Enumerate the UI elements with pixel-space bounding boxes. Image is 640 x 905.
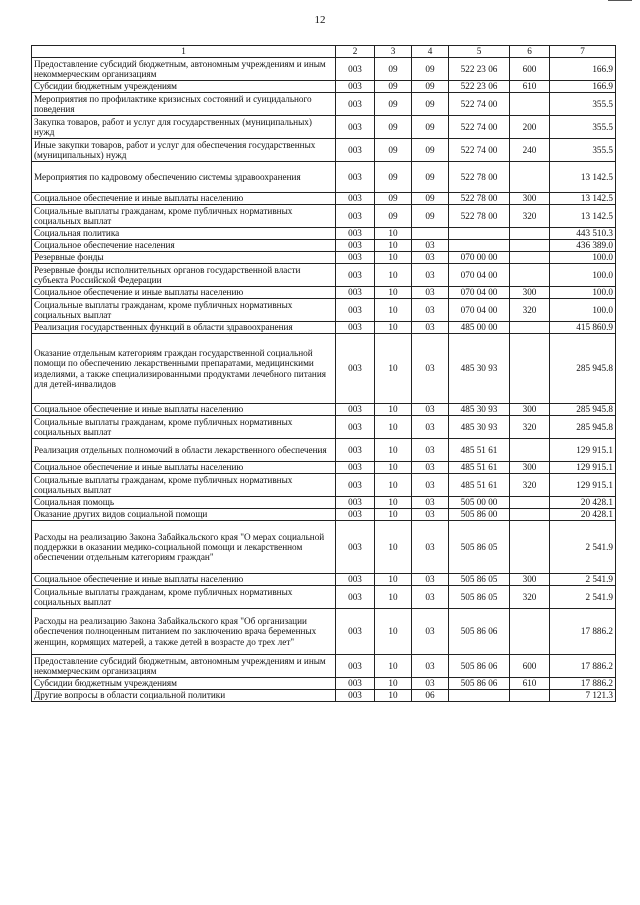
expense-type-code: 300 bbox=[510, 287, 550, 299]
expense-type-code bbox=[510, 93, 550, 116]
table-row bbox=[32, 497, 616, 509]
amount: 355.5 bbox=[550, 93, 616, 116]
expense-type-code: 300 bbox=[510, 574, 550, 586]
target-article-code: 505 86 06 bbox=[449, 609, 510, 655]
chapter-code: 003 bbox=[336, 509, 375, 521]
table-row bbox=[32, 322, 616, 334]
section-code: 10 bbox=[375, 690, 412, 702]
section-code: 10 bbox=[375, 404, 412, 416]
subsection-code: 03 bbox=[412, 299, 449, 322]
target-article-code: 485 51 61 bbox=[449, 474, 510, 497]
chapter-code: 003 bbox=[336, 521, 375, 574]
column-header: 3 bbox=[375, 46, 412, 58]
expense-type-code bbox=[510, 509, 550, 521]
item-name: Субсидии бюджетным учреждениям bbox=[32, 81, 336, 93]
section-code: 10 bbox=[375, 586, 412, 609]
amount: 13 142.5 bbox=[550, 193, 616, 205]
expense-type-code bbox=[510, 252, 550, 264]
amount: 285 945.8 bbox=[550, 334, 616, 404]
target-article-code: 505 86 00 bbox=[449, 509, 510, 521]
table-row bbox=[32, 334, 616, 404]
section-code: 10 bbox=[375, 228, 412, 240]
item-name: Резервные фонды bbox=[32, 252, 336, 264]
target-article-code bbox=[449, 228, 510, 240]
expense-type-code bbox=[510, 162, 550, 193]
table-row bbox=[32, 521, 616, 574]
expense-type-code: 200 bbox=[510, 116, 550, 139]
section-code: 09 bbox=[375, 193, 412, 205]
chapter-code: 003 bbox=[336, 264, 375, 287]
item-name: Мероприятия по профилактике кризисных состояний и суицидального поведения bbox=[32, 93, 336, 116]
section-code: 09 bbox=[375, 116, 412, 139]
top-edge-mark bbox=[608, 0, 632, 1]
subsection-code: 03 bbox=[412, 609, 449, 655]
expense-type-code bbox=[510, 334, 550, 404]
amount: 166.9 bbox=[550, 81, 616, 93]
chapter-code: 003 bbox=[336, 474, 375, 497]
table-row bbox=[32, 205, 616, 228]
table-row bbox=[32, 586, 616, 609]
table-row bbox=[32, 93, 616, 116]
chapter-code: 003 bbox=[336, 252, 375, 264]
table-row bbox=[32, 690, 616, 702]
amount: 285 945.8 bbox=[550, 404, 616, 416]
amount: 13 142.5 bbox=[550, 162, 616, 193]
target-article-code: 070 04 00 bbox=[449, 264, 510, 287]
section-code: 10 bbox=[375, 287, 412, 299]
expense-type-code: 300 bbox=[510, 404, 550, 416]
amount: 13 142.5 bbox=[550, 205, 616, 228]
expense-type-code bbox=[510, 240, 550, 252]
target-article-code: 070 04 00 bbox=[449, 287, 510, 299]
item-name: Социальное обеспечение населения bbox=[32, 240, 336, 252]
subsection-code: 09 bbox=[412, 139, 449, 162]
chapter-code: 003 bbox=[336, 334, 375, 404]
amount: 2 541.9 bbox=[550, 586, 616, 609]
item-name: Мероприятия по кадровому обеспечению системы здравоохранения bbox=[32, 162, 336, 193]
chapter-code: 003 bbox=[336, 240, 375, 252]
subsection-code: 03 bbox=[412, 509, 449, 521]
chapter-code: 003 bbox=[336, 497, 375, 509]
subsection-code: 03 bbox=[412, 474, 449, 497]
target-article-code: 485 00 00 bbox=[449, 322, 510, 334]
subsection-code: 06 bbox=[412, 690, 449, 702]
expense-type-code: 320 bbox=[510, 416, 550, 439]
amount: 443 510.3 bbox=[550, 228, 616, 240]
chapter-code: 003 bbox=[336, 462, 375, 474]
table-row bbox=[32, 609, 616, 655]
expense-type-code bbox=[510, 439, 550, 462]
subsection-code: 09 bbox=[412, 58, 449, 81]
expense-type-code: 300 bbox=[510, 193, 550, 205]
target-article-code: 522 74 00 bbox=[449, 93, 510, 116]
subsection-code: 09 bbox=[412, 193, 449, 205]
expense-type-code: 240 bbox=[510, 139, 550, 162]
item-name: Предоставление субсидий бюджетным, автономным учреждениям и иным некоммерческим организациям bbox=[32, 58, 336, 81]
section-code: 10 bbox=[375, 521, 412, 574]
section-code: 10 bbox=[375, 497, 412, 509]
subsection-code: 03 bbox=[412, 416, 449, 439]
target-article-code: 070 00 00 bbox=[449, 252, 510, 264]
target-article-code: 070 04 00 bbox=[449, 299, 510, 322]
section-code: 10 bbox=[375, 439, 412, 462]
target-article-code bbox=[449, 690, 510, 702]
target-article-code: 522 78 00 bbox=[449, 193, 510, 205]
expense-type-code bbox=[510, 497, 550, 509]
amount: 129 915.1 bbox=[550, 439, 616, 462]
table-row bbox=[32, 678, 616, 690]
chapter-code: 003 bbox=[336, 299, 375, 322]
item-name: Социальное обеспечение и иные выплаты населению bbox=[32, 462, 336, 474]
target-article-code: 505 86 05 bbox=[449, 574, 510, 586]
amount: 17 886.2 bbox=[550, 678, 616, 690]
subsection-code bbox=[412, 228, 449, 240]
budget-table bbox=[31, 45, 616, 702]
subsection-code: 03 bbox=[412, 678, 449, 690]
subsection-code: 03 bbox=[412, 252, 449, 264]
chapter-code: 003 bbox=[336, 81, 375, 93]
column-header: 2 bbox=[336, 46, 375, 58]
chapter-code: 003 bbox=[336, 193, 375, 205]
section-code: 10 bbox=[375, 678, 412, 690]
section-code: 10 bbox=[375, 322, 412, 334]
amount: 17 886.2 bbox=[550, 609, 616, 655]
item-name: Оказание других видов социальной помощи bbox=[32, 509, 336, 521]
target-article-code: 485 51 61 bbox=[449, 462, 510, 474]
target-article-code: 522 23 06 bbox=[449, 58, 510, 81]
subsection-code: 09 bbox=[412, 162, 449, 193]
table-row bbox=[32, 139, 616, 162]
amount: 166.9 bbox=[550, 58, 616, 81]
subsection-code: 03 bbox=[412, 404, 449, 416]
section-code: 09 bbox=[375, 162, 412, 193]
item-name: Иные закупки товаров, работ и услуг для обеспечения государственных (муниципальных) нужд bbox=[32, 139, 336, 162]
amount: 100.0 bbox=[550, 264, 616, 287]
chapter-code: 003 bbox=[336, 287, 375, 299]
amount: 285 945.8 bbox=[550, 416, 616, 439]
section-code: 09 bbox=[375, 81, 412, 93]
item-name: Оказание отдельным категориям граждан государственной социальной помощи по обеспечению лекарственными препаратами, медицинскими изделиями, а также специализированными продуктами лечебного питания для детей-инвалидов bbox=[32, 334, 336, 404]
chapter-code: 003 bbox=[336, 609, 375, 655]
amount: 436 389.0 bbox=[550, 240, 616, 252]
section-code: 10 bbox=[375, 609, 412, 655]
table-row bbox=[32, 287, 616, 299]
item-name: Реализация отдельных полномочий в области лекарственного обеспечения bbox=[32, 439, 336, 462]
expense-type-code: 610 bbox=[510, 81, 550, 93]
column-header: 6 bbox=[510, 46, 550, 58]
chapter-code: 003 bbox=[336, 439, 375, 462]
section-code: 09 bbox=[375, 58, 412, 81]
page-number: 12 bbox=[314, 14, 326, 26]
target-article-code: 505 86 06 bbox=[449, 655, 510, 678]
subsection-code: 03 bbox=[412, 521, 449, 574]
section-code: 10 bbox=[375, 462, 412, 474]
table-row bbox=[32, 462, 616, 474]
subsection-code: 03 bbox=[412, 497, 449, 509]
table-row bbox=[32, 228, 616, 240]
item-name: Закупка товаров, работ и услуг для государственных (муниципальных) нужд bbox=[32, 116, 336, 139]
chapter-code: 003 bbox=[336, 93, 375, 116]
subsection-code: 03 bbox=[412, 462, 449, 474]
chapter-code: 003 bbox=[336, 228, 375, 240]
chapter-code: 003 bbox=[336, 139, 375, 162]
amount: 355.5 bbox=[550, 116, 616, 139]
expense-type-code bbox=[510, 690, 550, 702]
target-article-code: 505 86 05 bbox=[449, 586, 510, 609]
amount: 100.0 bbox=[550, 287, 616, 299]
item-name: Социальные выплаты гражданам, кроме публичных нормативных социальных выплат bbox=[32, 586, 336, 609]
target-article-code: 522 78 00 bbox=[449, 162, 510, 193]
table-row bbox=[32, 240, 616, 252]
item-name: Социальные выплаты гражданам, кроме публичных нормативных социальных выплат bbox=[32, 299, 336, 322]
table-row bbox=[32, 574, 616, 586]
target-article-code: 485 30 93 bbox=[449, 334, 510, 404]
amount: 129 915.1 bbox=[550, 462, 616, 474]
target-article-code: 505 86 06 bbox=[449, 678, 510, 690]
item-name: Резервные фонды исполнительных органов государственной власти субъекта Российской Федерации bbox=[32, 264, 336, 287]
target-article-code: 522 74 00 bbox=[449, 139, 510, 162]
chapter-code: 003 bbox=[336, 416, 375, 439]
target-article-code: 485 30 93 bbox=[449, 416, 510, 439]
chapter-code: 003 bbox=[336, 586, 375, 609]
expense-type-code: 600 bbox=[510, 58, 550, 81]
target-article-code: 522 78 00 bbox=[449, 205, 510, 228]
target-article-code: 522 23 06 bbox=[449, 81, 510, 93]
chapter-code: 003 bbox=[336, 162, 375, 193]
expense-type-code: 300 bbox=[510, 462, 550, 474]
item-name: Социальное обеспечение и иные выплаты населению bbox=[32, 404, 336, 416]
table-row bbox=[32, 252, 616, 264]
section-code: 10 bbox=[375, 574, 412, 586]
expense-type-code: 320 bbox=[510, 299, 550, 322]
amount: 17 886.2 bbox=[550, 655, 616, 678]
item-name: Социальные выплаты гражданам, кроме публичных нормативных социальных выплат bbox=[32, 205, 336, 228]
expense-type-code: 320 bbox=[510, 474, 550, 497]
item-name: Социальное обеспечение и иные выплаты населению bbox=[32, 287, 336, 299]
column-header: 5 bbox=[449, 46, 510, 58]
subsection-code: 09 bbox=[412, 205, 449, 228]
table-row bbox=[32, 416, 616, 439]
subsection-code: 03 bbox=[412, 240, 449, 252]
column-header: 1 bbox=[32, 46, 336, 58]
expense-type-code bbox=[510, 322, 550, 334]
target-article-code: 505 86 05 bbox=[449, 521, 510, 574]
subsection-code: 03 bbox=[412, 322, 449, 334]
expense-type-code: 610 bbox=[510, 678, 550, 690]
amount: 20 428.1 bbox=[550, 509, 616, 521]
table-row bbox=[32, 439, 616, 462]
section-code: 10 bbox=[375, 655, 412, 678]
item-name: Другие вопросы в области социальной политики bbox=[32, 690, 336, 702]
chapter-code: 003 bbox=[336, 116, 375, 139]
target-article-code: 485 51 61 bbox=[449, 439, 510, 462]
column-header: 4 bbox=[412, 46, 449, 58]
section-code: 09 bbox=[375, 205, 412, 228]
table-row bbox=[32, 404, 616, 416]
item-name: Предоставление субсидий бюджетным, автономным учреждениям и иным некоммерческим организациям bbox=[32, 655, 336, 678]
section-code: 09 bbox=[375, 93, 412, 116]
expense-type-code bbox=[510, 228, 550, 240]
item-name: Социальная политика bbox=[32, 228, 336, 240]
table-row bbox=[32, 162, 616, 193]
item-name: Расходы на реализацию Закона Забайкальского края "Об организации обеспечения полноценным питанием по заключению врача беременных женщин, кормящих матерей, а также детей в возрасте до трех лет" bbox=[32, 609, 336, 655]
chapter-code: 003 bbox=[336, 574, 375, 586]
item-name: Социальная помощь bbox=[32, 497, 336, 509]
subsection-code: 09 bbox=[412, 93, 449, 116]
target-article-code: 485 30 93 bbox=[449, 404, 510, 416]
section-code: 10 bbox=[375, 474, 412, 497]
chapter-code: 003 bbox=[336, 404, 375, 416]
chapter-code: 003 bbox=[336, 690, 375, 702]
table-row bbox=[32, 81, 616, 93]
expense-type-code: 600 bbox=[510, 655, 550, 678]
subsection-code: 09 bbox=[412, 81, 449, 93]
table-row bbox=[32, 299, 616, 322]
column-header: 7 bbox=[550, 46, 616, 58]
section-code: 10 bbox=[375, 416, 412, 439]
amount: 2 541.9 bbox=[550, 574, 616, 586]
chapter-code: 003 bbox=[336, 58, 375, 81]
section-code: 09 bbox=[375, 139, 412, 162]
item-name: Реализация государственных функций в области здравоохранения bbox=[32, 322, 336, 334]
target-article-code bbox=[449, 240, 510, 252]
table-row bbox=[32, 58, 616, 81]
chapter-code: 003 bbox=[336, 655, 375, 678]
target-article-code: 522 74 00 bbox=[449, 116, 510, 139]
subsection-code: 03 bbox=[412, 439, 449, 462]
amount: 129 915.1 bbox=[550, 474, 616, 497]
table-row bbox=[32, 474, 616, 497]
item-name: Расходы на реализацию Закона Забайкальского края "О мерах социальной поддержки в оказании медико-социальной помощи и лекарственном обеспечении отдельным категориям граждан" bbox=[32, 521, 336, 574]
amount: 20 428.1 bbox=[550, 497, 616, 509]
section-code: 10 bbox=[375, 299, 412, 322]
table-header-row bbox=[32, 46, 616, 58]
subsection-code: 03 bbox=[412, 264, 449, 287]
expense-type-code bbox=[510, 521, 550, 574]
amount: 7 121.3 bbox=[550, 690, 616, 702]
section-code: 10 bbox=[375, 240, 412, 252]
subsection-code: 09 bbox=[412, 116, 449, 139]
table-row bbox=[32, 116, 616, 139]
chapter-code: 003 bbox=[336, 205, 375, 228]
expense-type-code: 320 bbox=[510, 586, 550, 609]
expense-type-code: 320 bbox=[510, 205, 550, 228]
table-row bbox=[32, 264, 616, 287]
subsection-code: 03 bbox=[412, 334, 449, 404]
target-article-code: 505 00 00 bbox=[449, 497, 510, 509]
item-name: Социальные выплаты гражданам, кроме публичных нормативных социальных выплат bbox=[32, 416, 336, 439]
subsection-code: 03 bbox=[412, 287, 449, 299]
table-row bbox=[32, 193, 616, 205]
table-row bbox=[32, 655, 616, 678]
subsection-code: 03 bbox=[412, 574, 449, 586]
item-name: Социальное обеспечение и иные выплаты населению bbox=[32, 193, 336, 205]
chapter-code: 003 bbox=[336, 322, 375, 334]
section-code: 10 bbox=[375, 252, 412, 264]
chapter-code: 003 bbox=[336, 678, 375, 690]
amount: 100.0 bbox=[550, 299, 616, 322]
section-code: 10 bbox=[375, 264, 412, 287]
section-code: 10 bbox=[375, 334, 412, 404]
amount: 100.0 bbox=[550, 252, 616, 264]
table-row bbox=[32, 509, 616, 521]
amount: 355.5 bbox=[550, 139, 616, 162]
subsection-code: 03 bbox=[412, 586, 449, 609]
expense-type-code bbox=[510, 264, 550, 287]
amount: 2 541.9 bbox=[550, 521, 616, 574]
subsection-code: 03 bbox=[412, 655, 449, 678]
section-code: 10 bbox=[375, 509, 412, 521]
item-name: Социальное обеспечение и иные выплаты населению bbox=[32, 574, 336, 586]
item-name: Социальные выплаты гражданам, кроме публичных нормативных социальных выплат bbox=[32, 474, 336, 497]
expense-type-code bbox=[510, 609, 550, 655]
item-name: Субсидии бюджетным учреждениям bbox=[32, 678, 336, 690]
amount: 415 860.9 bbox=[550, 322, 616, 334]
